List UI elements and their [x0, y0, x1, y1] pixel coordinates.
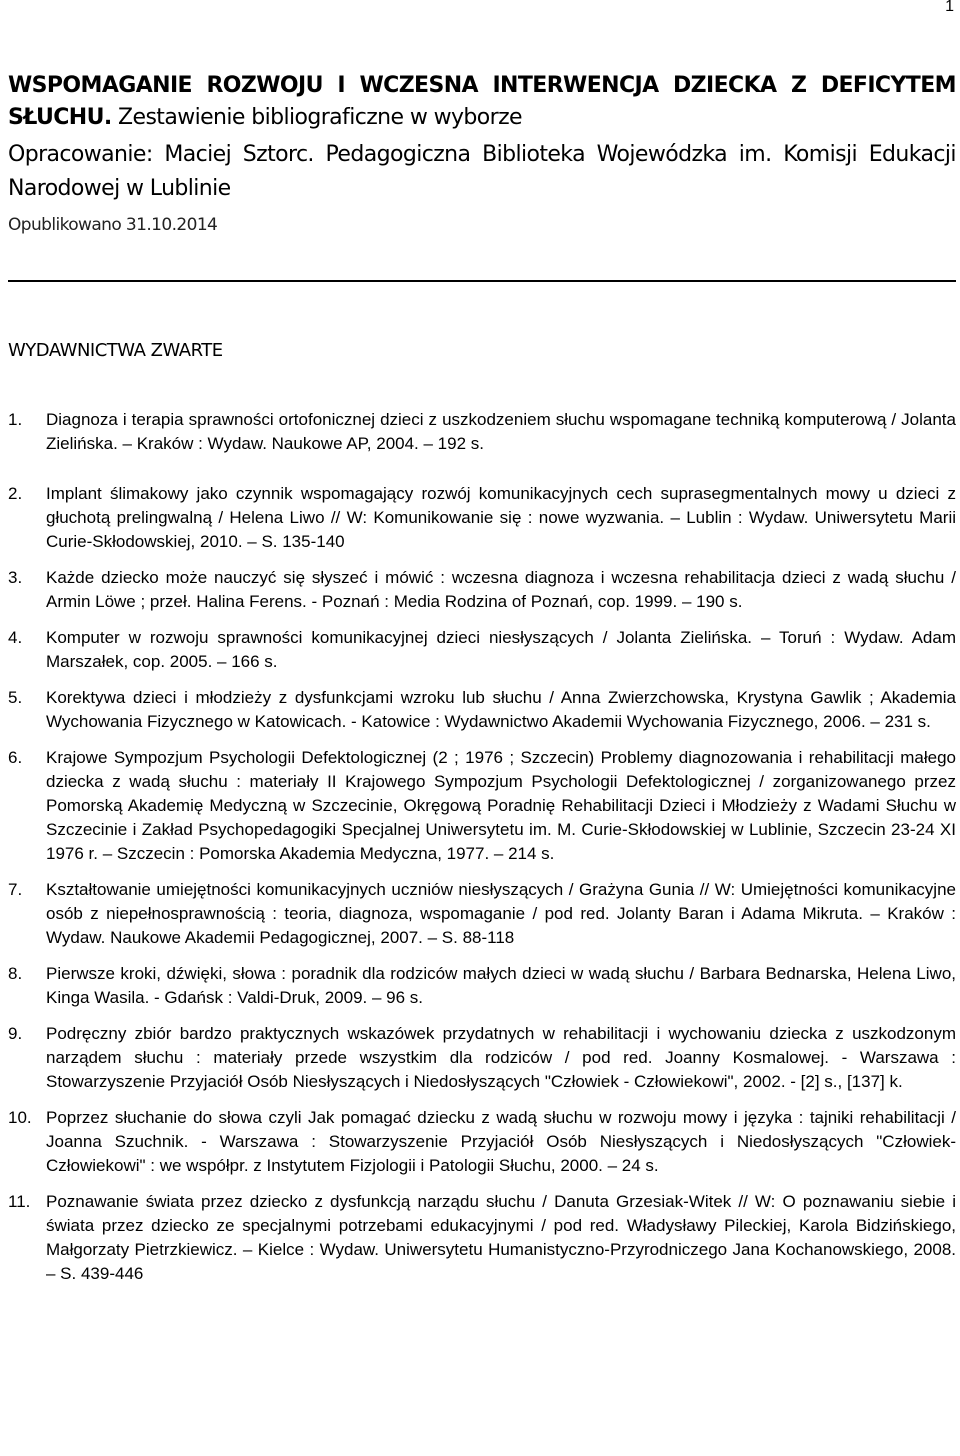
- entry-number: 5.: [8, 688, 23, 707]
- entry-text: Poprzez słuchanie do słowa czyli Jak pomagać dziecku z wadą słuchu w rozwoju mowy i języka : tajniki rehabilitacji / Joanna Szuchnik. - Warszawa : Stowarzyszenie Przyjaciół Osób Niesłyszących i Niedosłyszących "Człowiek-Człowiekowi" : we współpr. z Instytutem Fizjologii i Patologii Słuchu, 2000. – 24 s.: [46, 1108, 956, 1175]
- entry-number: 2.: [8, 484, 23, 503]
- entry-text: Każde dziecko może nauczyć się słyszeć i mówić : wczesna diagnoza i wczesna rehabilitacja dzieci z wadą słuchu / Armin Löwe ; przeł. Halina Ferens. - Poznań : Media Rodzina of Poznań, cop. 1999. – 190 s.: [46, 568, 956, 611]
- entry-text: Podręczny zbiór bardzo praktycznych wskazówek przydatnych w rehabilitacji i wychowaniu dziecka z uszkodzonym narządem słuchu : materiały przede wszystkim dla rodziców / pod red. Joanny Kosmalowej. - Warszawa : Stowarzyszenie Przyjaciół Osób Niesłyszących i Niedosłyszących "Człowiek - Człowiekowi", 2002. - [2] s., [137] k.: [46, 1024, 956, 1091]
- horizontal-rule: [8, 280, 956, 282]
- document-header: [8, 70, 956, 236]
- title-word: ROZWOJU: [206, 73, 323, 98]
- title-word: WCZESNA: [359, 73, 478, 98]
- compiler-word: Maciej: [164, 142, 232, 167]
- title-word: Z: [790, 73, 807, 98]
- bibliography-entry: [8, 686, 956, 734]
- entry-text: Diagnoza i terapia sprawności ortofonicznej dzieci z uszkodzeniem słuchu wspomagane techniką komputerową / Jolanta Zielińska. – Kraków : Wydaw. Naukowe AP, 2004. – 192 s.: [46, 410, 956, 453]
- entry-number: 4.: [8, 628, 23, 647]
- bibliography-entry: [8, 962, 956, 1010]
- title-word: DZIECKA: [673, 73, 777, 98]
- section-heading: WYDAWNICTWA ZWARTE: [8, 340, 223, 361]
- title-word: WSPOMAGANIE: [8, 73, 192, 98]
- entry-number: 6.: [8, 748, 23, 767]
- entry-number: 11.: [8, 1192, 31, 1211]
- title-word: INTERWENCJA: [492, 73, 659, 98]
- bibliography-entry: [8, 626, 956, 674]
- compiler-word: Edukacji: [868, 142, 956, 167]
- bibliography-entry: [8, 482, 956, 554]
- entry-number: 1.: [8, 410, 23, 429]
- bibliography-entry: [8, 1022, 956, 1094]
- bibliography-entry: [8, 746, 956, 866]
- entry-number: 3.: [8, 568, 23, 587]
- bibliography-entry: [8, 1106, 956, 1178]
- compiler-word: Wojewódzka: [596, 142, 728, 167]
- publication-date: Opublikowano 31.10.2014: [8, 215, 218, 235]
- title-line-1: [8, 70, 956, 102]
- bibliography-entry: [8, 878, 956, 950]
- entry-number: 8.: [8, 964, 23, 983]
- entry-number: 9.: [8, 1024, 23, 1043]
- compiler-line-2: Narodowej w Lublinie: [8, 176, 231, 201]
- entry-text: Kształtowanie umiejętności komunikacyjnych uczniów niesłyszących / Grażyna Gunia // W: Umiejętności komunikacyjne osób z niepełnosprawnością : teoria, diagnoza, wspomaganie / pod red. Jolanty Baran i Adama Mikruta. – Kraków : Wydaw. Naukowe Akademii Pedagogicznej, 2007. – S. 88-118: [46, 880, 956, 947]
- compiler-word: im.: [738, 142, 772, 167]
- compiler-word: Sztorc.: [242, 142, 314, 167]
- entry-text: Implant ślimakowy jako czynnik wspomagający rozwój komunikacyjnych cech suprasegmentalnych mowy u dzieci z głuchotą prelingwalną / Helena Liwo // W: Komunikowanie się : nowe wyzwania. – Lublin : Wydaw. Uniwersytetu Marii Curie-Skłodowskiej, 2010. – S. 135-140: [46, 484, 956, 551]
- title-line-2: [8, 102, 956, 134]
- page-number: 1: [945, 0, 954, 15]
- bibliography-entry: [8, 1190, 956, 1286]
- entry-text: Korektywa dzieci i młodzieży z dysfunkcjami wzroku lub słuchu / Anna Zwierzchowska, Krystyna Gawlik ; Akademia Wychowania Fizycznego w Katowicach. - Katowice : Wydawnictwo Akademii Wychowania Fizycznego, 2006. – 231 s.: [46, 688, 956, 731]
- compiler-word: Pedagogiczna: [325, 142, 471, 167]
- compiler-word: Biblioteka: [482, 142, 585, 167]
- bibliography-entry: [8, 566, 956, 614]
- title-word: DEFICYTEM: [820, 73, 956, 98]
- entry-text: Krajowe Sympozjum Psychologii Defektologicznej (2 ; 1976 ; Szczecin) Problemy diagnozowania i rehabilitacji małego dziecka z wadą słuchu : materiały II Krajowego Sympozjum Psychologii Defektologicznej / zorganizowanego przez Pomorską Akademię Medyczną w Szczecinie, Okręgową Poradnię Rehabilitacji Dzieci i Młodzieży z Wadami Słuchu w Szczecinie i Zakład Psychopedagogiki Specjalnej Uniwersytetu im. M. Curie-Skłodowskiej w Lublinie, Szczecin 23-24 XI 1976 r. – Szczecin : Pomorska Akademia Medyczna, 1977. – 214 s.: [46, 748, 956, 863]
- compiler-line-1: [8, 138, 956, 172]
- document-subtitle: Zestawienie bibliograficzne w wyborze: [111, 105, 522, 130]
- title-word: I: [337, 73, 345, 98]
- entry-text: Poznawanie świata przez dziecko z dysfunkcją narządu słuchu / Danuta Grzesiak-Witek // W: O poznawaniu siebie i świata przez dziecko ze specjalnymi potrzebami edukacyjnymi / pod red. Władysławy Pileckiej, Karola Bidzińskiego, Małgorzaty Pietrzkiewicz. – Kielce : Wydaw. Uniwersytetu Humanistyczno-Przyrodniczego Jana Kochanowskiego, 2008. – S. 439-446: [46, 1192, 956, 1283]
- bibliography-list: [8, 408, 956, 1286]
- title-bold-end: SŁUCHU.: [8, 105, 112, 130]
- compiler-word: Opracowanie:: [8, 142, 153, 167]
- entry-text: Komputer w rozwoju sprawności komunikacyjnej dzieci niesłyszących / Jolanta Zielińska. – Toruń : Wydaw. Adam Marszałek, cop. 2005. – 166 s.: [46, 628, 956, 671]
- entry-number: 7.: [8, 880, 23, 899]
- compiler-word: Komisji: [783, 142, 858, 167]
- bibliography-entry: [8, 408, 956, 456]
- entry-text: Pierwsze kroki, dźwięki, słowa : poradnik dla rodziców małych dzieci w wadą słuchu / Barbara Bednarska, Helena Liwo, Kinga Wasila. - Gdańsk : Valdi-Druk, 2009. – 96 s.: [46, 964, 956, 1007]
- entry-number: 10.: [8, 1108, 32, 1127]
